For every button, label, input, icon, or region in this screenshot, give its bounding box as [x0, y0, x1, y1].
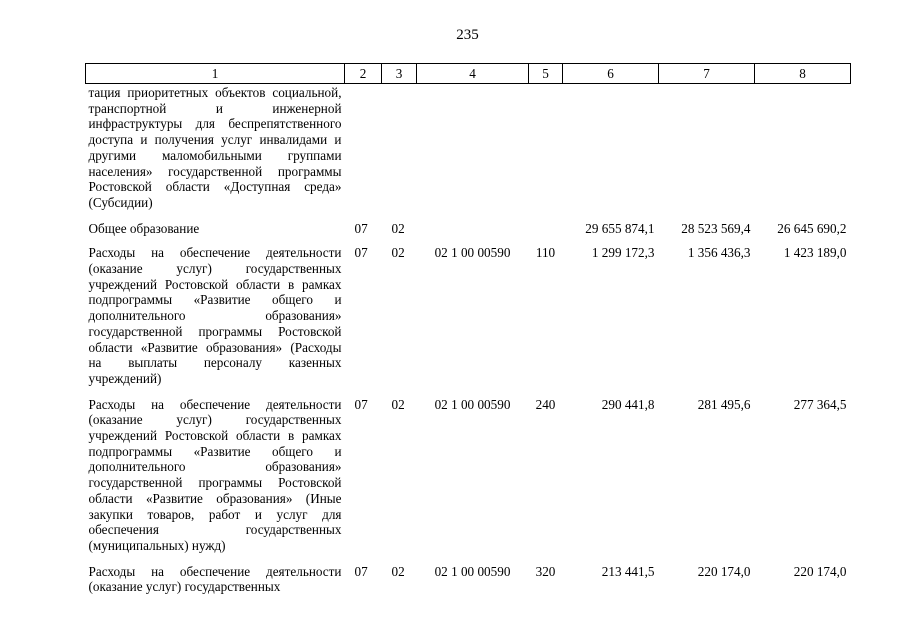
table-header — [86, 64, 851, 84]
column-header-3: 3 — [382, 64, 417, 84]
row-expense-type — [529, 211, 563, 237]
row-target — [417, 84, 529, 211]
row-expense-type: 240 — [535, 396, 556, 412]
row-target: 02 1 00 00590 — [434, 245, 511, 261]
table-body — [86, 84, 851, 596]
row-section: 07 — [354, 563, 368, 579]
page-number: 235 — [456, 27, 479, 43]
column-header-6: 6 — [563, 64, 659, 84]
row-year-2: 28 523 569,4 — [681, 220, 751, 236]
row-subsection: 02 — [391, 563, 405, 579]
row-expense-type: 110 — [535, 245, 556, 261]
row-year-3 — [755, 84, 851, 211]
row-year-1: 290 441,8 — [601, 396, 655, 412]
column-header-8: 8 — [755, 64, 851, 84]
row-year-2: 1 356 436,3 — [687, 245, 751, 261]
row-subsection — [382, 84, 417, 211]
column-header-5: 5 — [529, 64, 563, 84]
row-year-1: 1 299 172,3 — [591, 245, 655, 261]
row-description: Расходы на обеспечение деятельности (оказание услуг) государственных учреждений Ростовской области в рамках подпрограммы «Развитие общего и дополнительного образования» государственной программы Ростовской области «Развитие образования» (Иные закупки товаров, работ и услуг для обеспечения государственных (муниципальных) нужд) — [88, 396, 342, 553]
row-year-3: 1 423 189,0 — [783, 245, 847, 261]
row-year-1 — [563, 84, 659, 211]
row-year-1: 29 655 874,1 — [585, 220, 655, 236]
column-header-2: 2 — [345, 64, 382, 84]
row-subsection: 02 — [391, 220, 405, 236]
row-section — [345, 84, 382, 211]
column-header-1: 1 — [86, 64, 345, 84]
column-header-4: 4 — [417, 64, 529, 84]
row-year-2: 220 174,0 — [697, 563, 751, 579]
column-header-7: 7 — [659, 64, 755, 84]
table-row — [86, 211, 851, 237]
row-description: Общее образование — [88, 220, 200, 236]
row-year-2: 281 495,6 — [697, 396, 751, 412]
row-target — [417, 211, 529, 237]
row-expense-type — [529, 84, 563, 211]
row-subsection: 02 — [391, 396, 405, 412]
row-year-3: 277 364,5 — [793, 396, 847, 412]
row-target: 02 1 00 00590 — [434, 396, 511, 412]
row-subsection: 02 — [391, 245, 405, 261]
row-target: 02 1 00 00590 — [434, 563, 511, 579]
table-row — [86, 554, 851, 595]
table-row — [86, 236, 851, 386]
row-description: Расходы на обеспечение деятельности (оказание услуг) государственных — [88, 563, 342, 595]
row-year-2 — [659, 84, 755, 211]
row-section: 07 — [354, 220, 368, 236]
row-year-1: 213 441,5 — [601, 563, 655, 579]
table-row — [86, 387, 851, 554]
table-row — [86, 84, 851, 211]
row-section: 07 — [354, 245, 368, 261]
row-section: 07 — [354, 396, 368, 412]
row-description: тация приоритетных объектов социальной, транспортной и инженерной инфраструктуры для беспрепятственного доступа и получения услуг инвалидами и другими маломобильными группами населения» государственной программы Ростовской области «Доступная среда» (Субсидии) — [88, 85, 342, 210]
header-row — [86, 64, 851, 84]
row-description: Расходы на обеспечение деятельности (оказание услуг) государственных учреждений Ростовской области в рамках подпрограммы «Развитие общего и дополнительного образования» государственной программы Ростовской области «Развитие образования» (Расходы на выплаты персоналу казенных учреждений) — [88, 245, 342, 386]
row-year-3: 220 174,0 — [793, 563, 847, 579]
row-expense-type: 320 — [535, 563, 556, 579]
row-year-3: 26 645 690,2 — [777, 220, 847, 236]
budget-table — [85, 63, 851, 595]
